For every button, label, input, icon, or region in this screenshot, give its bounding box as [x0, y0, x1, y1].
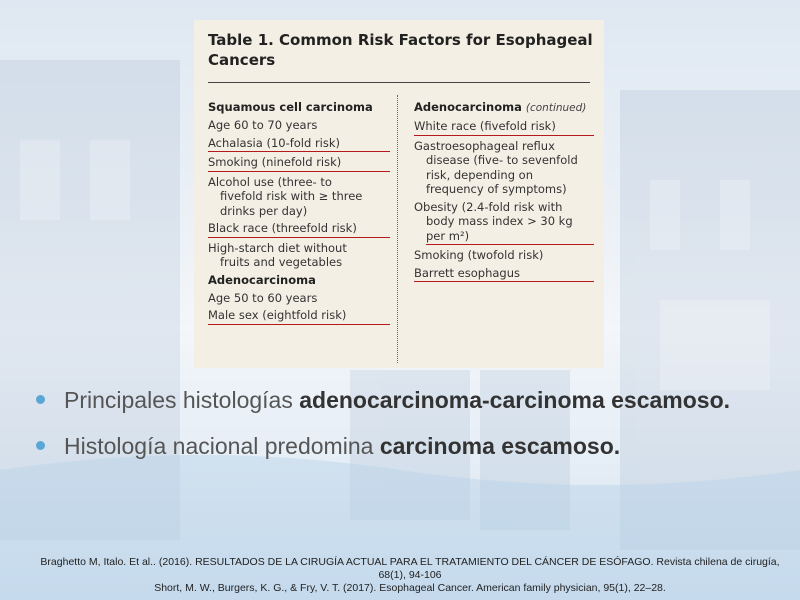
table-item: Alcohol use (three- to fivefold risk with ≥ three drinks per day): [208, 174, 363, 218]
column-divider: [397, 95, 398, 363]
table-item: Smoking (twofold risk): [414, 248, 544, 262]
table-item: Age 50 to 60 years: [208, 290, 318, 305]
section-header-adeno-continued: Adenocarcinoma (continued): [414, 100, 587, 114]
table-item: Age 60 to 70 years: [208, 118, 318, 132]
risk-factors-table: [194, 20, 604, 368]
references: [40, 556, 780, 595]
reference-2: Short, M. W., Burgers, K. G., & Fry, V. T. (2017). Esophageal Cancer. American family physician, 95(1), 22–28.: [154, 582, 666, 594]
bullet-item: Histología nacional predomina carcinoma escamoso.: [36, 432, 776, 460]
table-item: High-starch diet without fruits and vegetables: [208, 240, 347, 269]
section-header-adeno: Adenocarcinoma: [208, 272, 316, 287]
table-item: Black race (threefold risk): [208, 221, 390, 238]
bullet-list: [36, 386, 776, 478]
table-item: Male sex (eightfold risk): [208, 308, 390, 325]
table-item: Smoking (ninefold risk): [208, 155, 390, 172]
bullet-dot-icon: [36, 441, 45, 450]
table-item: Achalasia (10-fold risk): [208, 136, 390, 153]
table-title: Table 1. Common Risk Factors for Esophageal Cancers: [208, 31, 593, 69]
table-item: Barrett esophagus: [414, 266, 594, 283]
bullet-dot-icon: [36, 395, 45, 404]
table-item: White race (fivefold risk): [414, 119, 594, 136]
red-underline: [426, 244, 594, 245]
red-underline: [208, 171, 390, 172]
section-header-squamous: Squamous cell carcinoma: [208, 100, 373, 114]
red-underline: [208, 237, 390, 238]
reference-1: Braghetto M, Italo. Et al.. (2016). RESULTADOS DE LA CIRUGÍA ACTUAL PARA EL TRATAMIENTO DEL CÁNCER DE ESÓFAGO. Revista chilena de cirugía, 68(1), 94-106: [40, 556, 780, 581]
red-underline: [414, 281, 594, 282]
red-underline: [208, 324, 390, 325]
table-item: Gastroesophageal reflux disease (five- to sevenfold risk, depending on frequency of symptoms): [414, 138, 578, 196]
red-underline: [414, 135, 594, 136]
left-column: [208, 98, 390, 328]
title-divider: [208, 82, 590, 83]
bullet-item: Principales histologías adenocarcinoma-carcinoma escamoso.: [36, 386, 776, 414]
right-column: [414, 98, 594, 285]
red-underline: [208, 151, 390, 152]
table-item: Obesity (2.4-fold risk with body mass index > 30 kg per m²): [414, 200, 594, 246]
